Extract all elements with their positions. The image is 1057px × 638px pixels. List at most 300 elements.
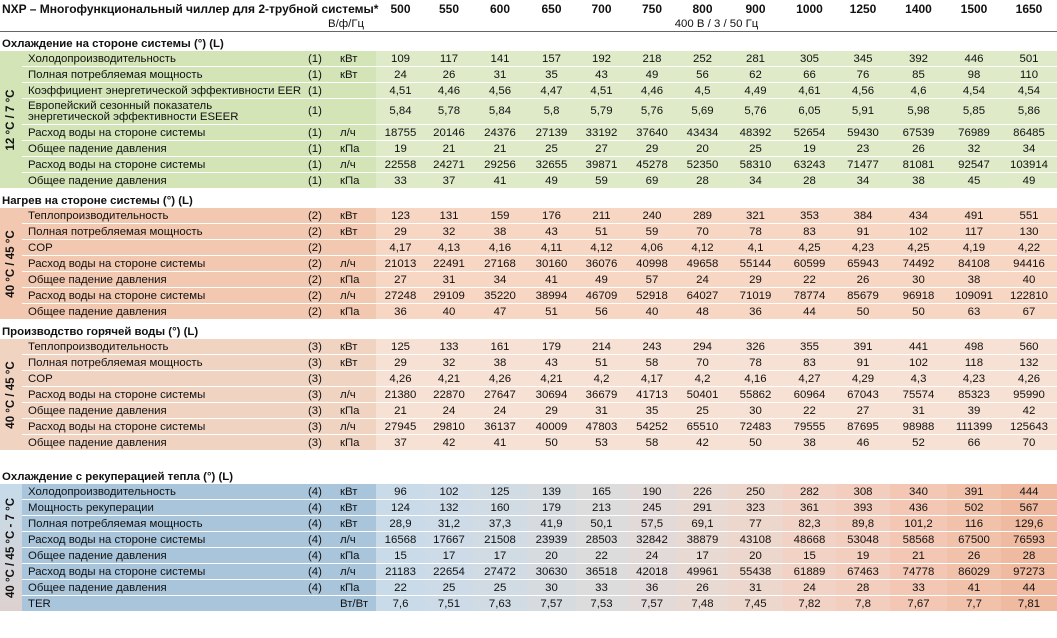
value-cell: 63243 bbox=[783, 157, 836, 173]
value-cell: 34 bbox=[728, 173, 783, 189]
value-cell: 122810 bbox=[1001, 288, 1057, 304]
value-cell: 24 bbox=[425, 403, 473, 419]
value-cell: 44 bbox=[783, 304, 836, 320]
value-cell: 30630 bbox=[527, 564, 576, 580]
value-cell: 444 bbox=[1001, 484, 1057, 500]
value-cell: 78 bbox=[728, 224, 783, 240]
table-row bbox=[0, 240, 1057, 256]
value-cell: 67 bbox=[1001, 304, 1057, 320]
value-cell: 71477 bbox=[836, 157, 890, 173]
side-label-heating bbox=[0, 208, 22, 320]
model-1000: 1000 bbox=[796, 1, 823, 16]
row-label: Расход воды на стороне системы bbox=[22, 387, 304, 403]
value-cell: 35 bbox=[527, 67, 576, 83]
value-cell: 59 bbox=[627, 224, 677, 240]
value-cell: 4,56 bbox=[836, 83, 890, 99]
value-cell: 165 bbox=[576, 484, 627, 500]
row-label: Общее падение давления bbox=[22, 272, 304, 288]
value-cell: 4,23 bbox=[947, 371, 1001, 387]
value-cell: 49961 bbox=[677, 564, 728, 580]
value-cell: 41 bbox=[947, 580, 1001, 596]
value-cell: 28 bbox=[783, 173, 836, 189]
value-cell: 58568 bbox=[890, 532, 947, 548]
value-cell: 434 bbox=[890, 208, 947, 224]
value-cell: 4,2 bbox=[576, 371, 627, 387]
table-row bbox=[0, 355, 1057, 371]
value-cell: 131 bbox=[425, 208, 473, 224]
value-cell: 179 bbox=[527, 339, 576, 355]
value-cell: 34 bbox=[473, 272, 527, 288]
value-cell: 25 bbox=[473, 580, 527, 596]
row-note: (1) bbox=[304, 51, 334, 67]
row-note: (4) bbox=[304, 500, 334, 516]
value-cell: 20146 bbox=[425, 125, 473, 141]
value-cell: 29109 bbox=[425, 288, 473, 304]
value-cell: 501 bbox=[1001, 51, 1057, 67]
value-cell: 42 bbox=[677, 435, 728, 451]
value-cell: 252 bbox=[677, 51, 728, 67]
row-unit: кВт bbox=[334, 208, 376, 224]
model-500: 500 bbox=[390, 1, 411, 16]
value-cell: 103914 bbox=[1001, 157, 1057, 173]
value-cell: 77 bbox=[728, 516, 783, 532]
value-cell: 42018 bbox=[627, 564, 677, 580]
row-unit: кВт bbox=[334, 516, 376, 532]
value-cell: 65943 bbox=[836, 256, 890, 272]
row-unit: кВт bbox=[334, 500, 376, 516]
value-cell: 66 bbox=[783, 67, 836, 83]
row-label: Полная потребляемая мощность bbox=[22, 355, 304, 371]
value-cell: 5,85 bbox=[947, 99, 1001, 125]
value-cell: 245 bbox=[627, 500, 677, 516]
table-row bbox=[0, 208, 1057, 224]
row-label: Теплопроизводительность bbox=[22, 208, 304, 224]
table-row bbox=[0, 157, 1057, 173]
model-750: 750 bbox=[642, 1, 663, 16]
value-cell: 125 bbox=[376, 339, 425, 355]
value-cell: 25 bbox=[728, 141, 783, 157]
value-cell: 30694 bbox=[527, 387, 576, 403]
value-cell: 36076 bbox=[576, 256, 627, 272]
value-cell: 4,6 bbox=[890, 83, 947, 99]
side-label-text: 40 °C / 45 °C bbox=[5, 229, 17, 298]
value-cell: 141 bbox=[473, 51, 527, 67]
value-cell: 45278 bbox=[627, 157, 677, 173]
value-cell: 4,21 bbox=[425, 371, 473, 387]
table-row bbox=[0, 141, 1057, 157]
value-cell: 24 bbox=[677, 272, 728, 288]
value-cell: 26 bbox=[890, 141, 947, 157]
value-cell: 83 bbox=[783, 224, 836, 240]
value-cell: 21 bbox=[425, 141, 473, 157]
value-cell: 46 bbox=[836, 435, 890, 451]
value-cell: 50 bbox=[836, 304, 890, 320]
value-cell: 4,12 bbox=[576, 240, 627, 256]
row-unit: кВт bbox=[334, 67, 376, 83]
table-row bbox=[0, 99, 1057, 125]
value-cell: 44 bbox=[1001, 580, 1057, 596]
value-cell: 78774 bbox=[783, 288, 836, 304]
row-label: Расход воды на стороне системы bbox=[22, 125, 304, 141]
value-cell: 441 bbox=[890, 339, 947, 355]
value-cell: 46709 bbox=[576, 288, 627, 304]
row-note: (1) bbox=[304, 141, 334, 157]
row-label: TER bbox=[22, 596, 304, 612]
value-cell: 55862 bbox=[728, 387, 783, 403]
row-note: (1) bbox=[304, 125, 334, 141]
value-cell: 391 bbox=[947, 484, 1001, 500]
value-cell: 4,21 bbox=[527, 371, 576, 387]
row-note: (1) bbox=[304, 157, 334, 173]
value-cell: 84108 bbox=[947, 256, 1001, 272]
value-cell: 78 bbox=[728, 355, 783, 371]
value-cell: 117 bbox=[425, 51, 473, 67]
value-cell: 118 bbox=[947, 355, 1001, 371]
value-cell: 7,51 bbox=[425, 596, 473, 612]
value-cell: 21380 bbox=[376, 387, 425, 403]
value-cell: 59 bbox=[576, 173, 627, 189]
value-cell: 7,63 bbox=[473, 596, 527, 612]
table-row bbox=[0, 272, 1057, 288]
row-label: Расход воды на стороне системы bbox=[22, 532, 304, 548]
value-cell: 27 bbox=[836, 403, 890, 419]
row-label: Расход воды на стороне системы bbox=[22, 157, 304, 173]
value-cell: 28 bbox=[677, 173, 728, 189]
value-cell: 7,8 bbox=[836, 596, 890, 612]
value-cell: 15 bbox=[783, 548, 836, 564]
value-cell: 32655 bbox=[527, 157, 576, 173]
value-cell: 38994 bbox=[527, 288, 576, 304]
value-cell: 4,27 bbox=[783, 371, 836, 387]
row-unit: л/ч bbox=[334, 564, 376, 580]
value-cell: 159 bbox=[473, 208, 527, 224]
value-cell: 49 bbox=[576, 272, 627, 288]
value-cell: 89,8 bbox=[836, 516, 890, 532]
row-note: (1) bbox=[304, 67, 334, 83]
value-cell: 72483 bbox=[728, 419, 783, 435]
value-cell: 305 bbox=[783, 51, 836, 67]
value-cell: 31 bbox=[890, 403, 947, 419]
value-cell: 29 bbox=[376, 224, 425, 240]
value-cell: 67500 bbox=[947, 532, 1001, 548]
value-cell: 41,9 bbox=[527, 516, 576, 532]
value-cell: 102 bbox=[890, 355, 947, 371]
value-cell: 5,86 bbox=[1001, 99, 1057, 125]
model-900: 900 bbox=[745, 1, 766, 16]
value-cell: 97273 bbox=[1001, 564, 1057, 580]
value-cell: 41 bbox=[473, 435, 527, 451]
value-cell: 22654 bbox=[425, 564, 473, 580]
value-cell: 51 bbox=[576, 224, 627, 240]
row-label: Общее падение давления bbox=[22, 173, 304, 189]
value-cell: 86485 bbox=[1001, 125, 1057, 141]
row-note: (3) bbox=[304, 355, 334, 371]
row-note: (4) bbox=[304, 564, 334, 580]
value-cell: 102 bbox=[890, 224, 947, 240]
value-cell: 29 bbox=[728, 272, 783, 288]
section-header-heat-recovery bbox=[0, 465, 1057, 484]
value-cell: 28 bbox=[836, 580, 890, 596]
value-cell: 4,2 bbox=[677, 371, 728, 387]
value-cell: 7,67 bbox=[890, 596, 947, 612]
model-1650: 1650 bbox=[1015, 1, 1043, 16]
gap-cell bbox=[0, 451, 1057, 466]
table-row bbox=[0, 516, 1057, 532]
side-label-text: 40 °C / 45 °C - 7 °C bbox=[5, 497, 17, 598]
row-label: Общее падение давления bbox=[22, 141, 304, 157]
value-cell: 36137 bbox=[473, 419, 527, 435]
value-cell: 40009 bbox=[527, 419, 576, 435]
value-cell: 25 bbox=[425, 580, 473, 596]
section-title: Охлаждение на стороне системы (°) (L) bbox=[2, 38, 224, 50]
value-cell: 289 bbox=[677, 208, 728, 224]
section-header-heating bbox=[0, 189, 1057, 209]
value-cell: 139 bbox=[527, 484, 576, 500]
value-cell: 4,3 bbox=[890, 371, 947, 387]
value-cell: 4,54 bbox=[947, 83, 1001, 99]
value-cell: 326 bbox=[728, 339, 783, 355]
value-cell: 36 bbox=[728, 304, 783, 320]
row-note bbox=[304, 596, 334, 612]
value-cell: 21508 bbox=[473, 532, 527, 548]
value-cell: 33192 bbox=[576, 125, 627, 141]
value-cell: 71019 bbox=[728, 288, 783, 304]
value-cell: 5,98 bbox=[890, 99, 947, 125]
row-label: COP bbox=[22, 240, 304, 256]
value-cell: 361 bbox=[783, 500, 836, 516]
value-cell: 98 bbox=[947, 67, 1001, 83]
value-cell: 4,49 bbox=[728, 83, 783, 99]
value-cell: 4,1 bbox=[728, 240, 783, 256]
value-cell: 102 bbox=[425, 484, 473, 500]
value-cell: 38 bbox=[890, 173, 947, 189]
row-note: (4) bbox=[304, 484, 334, 500]
row-unit: л/ч bbox=[334, 532, 376, 548]
value-cell: 30160 bbox=[527, 256, 576, 272]
value-cell: 52 bbox=[890, 435, 947, 451]
value-cell: 54252 bbox=[627, 419, 677, 435]
model-700: 700 bbox=[591, 1, 612, 16]
model-1250: 1250 bbox=[849, 1, 877, 16]
row-unit bbox=[334, 240, 376, 256]
value-cell: 24 bbox=[783, 580, 836, 596]
value-cell: 132 bbox=[425, 500, 473, 516]
value-cell: 192 bbox=[576, 51, 627, 67]
value-cell: 323 bbox=[728, 500, 783, 516]
row-unit: кВт bbox=[334, 484, 376, 500]
value-cell: 55438 bbox=[728, 564, 783, 580]
value-cell: 25 bbox=[527, 141, 576, 157]
value-cell: 4,56 bbox=[473, 83, 527, 99]
value-cell: 250 bbox=[728, 484, 783, 500]
value-cell: 39871 bbox=[576, 157, 627, 173]
row-label: Расход воды на стороне системы bbox=[22, 419, 304, 435]
value-cell: 29 bbox=[527, 403, 576, 419]
row-unit: л/ч bbox=[334, 387, 376, 403]
value-cell: 79555 bbox=[783, 419, 836, 435]
value-cell: 43434 bbox=[677, 125, 728, 141]
value-cell: 4,46 bbox=[627, 83, 677, 99]
value-cell: 17667 bbox=[425, 532, 473, 548]
table-row bbox=[0, 532, 1057, 548]
table-row bbox=[0, 125, 1057, 141]
value-cell: 240 bbox=[627, 208, 677, 224]
value-cell: 214 bbox=[576, 339, 627, 355]
value-cell: 50,1 bbox=[576, 516, 627, 532]
value-cell: 20 bbox=[728, 548, 783, 564]
row-unit: л/ч bbox=[334, 125, 376, 141]
value-cell: 7,53 bbox=[576, 596, 627, 612]
value-cell: 40998 bbox=[627, 256, 677, 272]
value-cell: 20 bbox=[527, 548, 576, 564]
table-row bbox=[0, 67, 1057, 83]
table-row bbox=[0, 51, 1057, 67]
value-cell: 39 bbox=[947, 403, 1001, 419]
value-cell: 32 bbox=[425, 224, 473, 240]
value-cell: 4,13 bbox=[425, 240, 473, 256]
value-cell: 57,5 bbox=[627, 516, 677, 532]
value-cell: 560 bbox=[1001, 339, 1057, 355]
row-label: Коэффициент энергетической эффективности EER bbox=[22, 83, 304, 99]
value-cell: 4,26 bbox=[473, 371, 527, 387]
model-1400: 1400 bbox=[905, 1, 932, 16]
value-cell: 17 bbox=[425, 548, 473, 564]
value-cell: 38 bbox=[783, 435, 836, 451]
value-cell: 27472 bbox=[473, 564, 527, 580]
value-cell: 190 bbox=[627, 484, 677, 500]
row-label: Теплопроизводительность bbox=[22, 339, 304, 355]
value-cell: 33 bbox=[890, 580, 947, 596]
value-cell: 22 bbox=[783, 272, 836, 288]
section-header-hot-water bbox=[0, 320, 1057, 340]
value-cell: 5,8 bbox=[527, 99, 576, 125]
value-cell: 4,25 bbox=[783, 240, 836, 256]
value-cell: 82,3 bbox=[783, 516, 836, 532]
value-cell: 5,79 bbox=[576, 99, 627, 125]
value-cell: 24 bbox=[627, 548, 677, 564]
value-cell: 213 bbox=[576, 500, 627, 516]
value-cell: 29 bbox=[376, 355, 425, 371]
value-cell: 4,46 bbox=[425, 83, 473, 99]
value-cell: 28503 bbox=[576, 532, 627, 548]
value-cell: 51 bbox=[527, 304, 576, 320]
section-header-cooling bbox=[0, 32, 1057, 52]
value-cell: 55144 bbox=[728, 256, 783, 272]
value-cell: 294 bbox=[677, 339, 728, 355]
value-cell: 56 bbox=[677, 67, 728, 83]
value-cell: 4,11 bbox=[527, 240, 576, 256]
value-cell: 49 bbox=[527, 173, 576, 189]
value-cell: 48392 bbox=[728, 125, 783, 141]
value-cell: 26 bbox=[677, 580, 728, 596]
value-cell: 60599 bbox=[783, 256, 836, 272]
value-cell: 70 bbox=[677, 355, 728, 371]
value-cell: 384 bbox=[836, 208, 890, 224]
power-value: 400 В / 3 / 50 Гц bbox=[376, 17, 1057, 32]
row-note: (3) bbox=[304, 387, 334, 403]
value-cell: 7,7 bbox=[947, 596, 1001, 612]
value-cell: 76593 bbox=[1001, 532, 1057, 548]
value-cell: 392 bbox=[890, 51, 947, 67]
value-cell: 36679 bbox=[576, 387, 627, 403]
row-note: (3) bbox=[304, 435, 334, 451]
row-unit: кВт bbox=[334, 339, 376, 355]
value-cell: 28 bbox=[1001, 548, 1057, 564]
row-label: Общее падение давления bbox=[22, 548, 304, 564]
row-note: (2) bbox=[304, 304, 334, 320]
value-cell: 57 bbox=[627, 272, 677, 288]
value-cell: 70 bbox=[1001, 435, 1057, 451]
value-cell: 22870 bbox=[425, 387, 473, 403]
row-label: Общее падение давления bbox=[22, 435, 304, 451]
value-cell: 5,78 bbox=[425, 99, 473, 125]
row-unit: кВт bbox=[334, 224, 376, 240]
value-cell: 47803 bbox=[576, 419, 627, 435]
value-cell: 124 bbox=[376, 500, 425, 516]
row-note: (4) bbox=[304, 580, 334, 596]
value-cell: 24 bbox=[473, 403, 527, 419]
value-cell: 21013 bbox=[376, 256, 425, 272]
value-cell: 5,76 bbox=[728, 99, 783, 125]
value-cell: 59430 bbox=[836, 125, 890, 141]
row-label: Полная потребляемая мощность bbox=[22, 67, 304, 83]
value-cell: 226 bbox=[677, 484, 728, 500]
value-cell: 17 bbox=[677, 548, 728, 564]
row-note: (4) bbox=[304, 532, 334, 548]
value-cell: 41 bbox=[527, 272, 576, 288]
value-cell: 129,6 bbox=[1001, 516, 1057, 532]
table-row bbox=[0, 596, 1057, 612]
value-cell: 58 bbox=[627, 435, 677, 451]
side-label-text: 12 °C / 7 °C bbox=[5, 89, 17, 150]
value-cell: 67043 bbox=[836, 387, 890, 403]
value-cell: 393 bbox=[836, 500, 890, 516]
model-650: 650 bbox=[541, 1, 562, 16]
value-cell: 96918 bbox=[890, 288, 947, 304]
value-cell: 35 bbox=[627, 403, 677, 419]
value-cell: 117 bbox=[947, 224, 1001, 240]
value-cell: 26 bbox=[836, 272, 890, 288]
table-row bbox=[0, 256, 1057, 272]
value-cell: 4,22 bbox=[1001, 240, 1057, 256]
value-cell: 43 bbox=[527, 355, 576, 371]
row-unit: кПа bbox=[334, 403, 376, 419]
value-cell: 4,17 bbox=[627, 371, 677, 387]
value-cell: 5,91 bbox=[836, 99, 890, 125]
value-cell: 95990 bbox=[1001, 387, 1057, 403]
value-cell: 49658 bbox=[677, 256, 728, 272]
value-cell: 21183 bbox=[376, 564, 425, 580]
value-cell: 109091 bbox=[947, 288, 1001, 304]
section-gap bbox=[0, 451, 1057, 466]
value-cell: 58310 bbox=[728, 157, 783, 173]
value-cell: 7,82 bbox=[783, 596, 836, 612]
value-cell: 22 bbox=[783, 403, 836, 419]
row-label bbox=[22, 99, 304, 125]
value-cell: 125 bbox=[473, 484, 527, 500]
value-cell: 38879 bbox=[677, 532, 728, 548]
row-note: (2) bbox=[304, 208, 334, 224]
table-row bbox=[0, 548, 1057, 564]
model-550: 550 bbox=[439, 1, 460, 16]
value-cell: 53 bbox=[576, 435, 627, 451]
value-cell: 58 bbox=[627, 355, 677, 371]
header-row bbox=[0, 0, 1057, 17]
row-note: (3) bbox=[304, 339, 334, 355]
value-cell: 43 bbox=[576, 67, 627, 83]
table-row bbox=[0, 387, 1057, 403]
table-row bbox=[0, 339, 1057, 355]
